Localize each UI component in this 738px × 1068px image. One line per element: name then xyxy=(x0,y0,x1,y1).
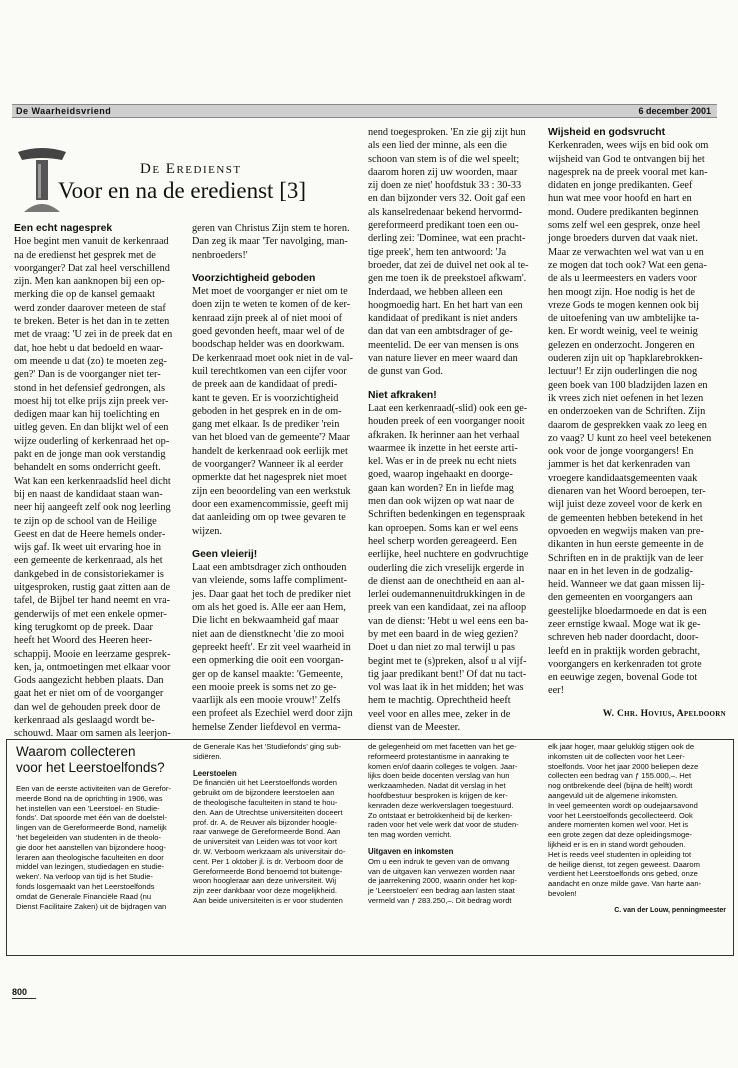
issue-date: 6 december 2001 xyxy=(638,106,711,116)
text-line: kenraad zijn preek al of niet mooi of xyxy=(192,312,343,324)
text-line: kandidaat of predikant is niet anders xyxy=(368,313,518,325)
text-line: verdient het Leerstoelfonds ons gebed, onze xyxy=(548,869,698,879)
text-line: hen moogt zijn. Hoe nodig is het de xyxy=(548,286,695,298)
text-line: geren van Christus Zijn stem te horen. xyxy=(192,223,350,234)
text-line: gaat het er niet om of de voorganger xyxy=(14,688,164,700)
column-text xyxy=(192,561,360,734)
text-line: Dienst Facilitaire Zaken) uit de bijdragen van xyxy=(16,901,167,911)
text-line: daarom horen zij uw woorden, maar xyxy=(368,166,518,178)
text-line: en dan bijzonder vers 32. Ooit gaf een xyxy=(368,193,526,205)
text-line: fonds'. Dat spoorde met één van de doelstel- xyxy=(16,813,167,823)
text-line: wijs gaf. Ik weet uit ervaring hoe in xyxy=(14,542,161,554)
text-line: de gelegenheid om met facetten van het ge- xyxy=(368,742,517,751)
text-line: van de uitgaven kan verwezen worden naar xyxy=(368,866,515,876)
text-line: daarom de gesprekken vaak zo leeg en xyxy=(548,419,707,431)
text-line: schappij. Mooie en leerzame gesprek- xyxy=(14,648,171,660)
author-signature: W. Chr. Hovius, Apeldoorn xyxy=(602,708,726,719)
text-line: dienst van de Meester. xyxy=(368,722,461,734)
text-line: raden voor het vele werk dat voor de studen- xyxy=(368,820,519,830)
text-line: en onderzoeken van de Schriften. Zijn xyxy=(548,406,706,418)
text-line: de dienst aan de onechtheid en aan al- xyxy=(368,575,525,587)
text-line: elk jaar hoger, maar gelukkig stijgen ook de xyxy=(548,742,695,751)
text-line: als kanselredenaar bekend hervormd- xyxy=(368,206,523,218)
text-line: handelt de kerkenraad ook eerlijk met xyxy=(192,445,348,457)
text-line: de als u leermeesters en vaders voor xyxy=(548,273,697,285)
text-line: Om u een indruk te geven van de omvang xyxy=(368,856,510,866)
text-line: hoogmoedig hart. En het hart van een xyxy=(368,299,523,311)
text-line: soms zelf wel een gesprek, onze heel xyxy=(548,220,701,232)
text-line: de uitoefening van uw ambtelijke ta- xyxy=(548,313,700,325)
article-column-4 xyxy=(548,126,726,721)
text-line: gebruikt om de bijzondere leerstoelen aan xyxy=(193,788,335,798)
text-line: Laat een ambtsdrager zich onthouden xyxy=(192,562,347,574)
page-number-rule xyxy=(12,998,36,999)
text-line: heid. Wanneer we dat gaan missen lij- xyxy=(548,579,705,591)
text-line: vol was laat ik in het midden; het was xyxy=(368,682,524,694)
text-line: ik vrees zich niet oefenen in het lezen xyxy=(548,392,704,404)
text-line: afkraken. Ik herinner aan het verhaal xyxy=(368,429,520,441)
text-line: lingen van de Gereformeerde Bond, namelijk xyxy=(16,823,167,833)
text-line: leefd en in praktijk worden gebracht, xyxy=(548,645,701,657)
text-line: voorganger? Dat zal heel verschillend xyxy=(14,262,170,274)
text-line: gepreekt heeft'. Er zit veel waarheid in xyxy=(192,641,351,653)
text-line: 'het begeleiden van studenten in de theolo- xyxy=(16,832,162,842)
masthead xyxy=(12,104,717,118)
text-line: kerkenraad als geslaagd wordt be- xyxy=(14,714,155,726)
text-line: jammer is het dat kerkenraden van xyxy=(548,459,691,471)
text-line: neer hij aangeeft zelf ook nog leerling xyxy=(14,502,171,514)
text-line: naar en in het leven in de godzalig- xyxy=(548,565,693,577)
text-line: Aan beide universiteiten is er voor studenten xyxy=(193,895,343,905)
text-line: goed gevonden heeft, maar wel of de xyxy=(192,326,345,338)
column-text xyxy=(368,857,544,906)
text-line: ook voor de jonge voorgangers! En xyxy=(548,446,694,458)
text-line: waarmee ik inzette in het eerste arti- xyxy=(368,442,518,454)
text-line: gelezen en onderzocht. Jongeren en xyxy=(548,339,695,351)
text-line: schoon van stem is of die wel speelt; xyxy=(368,153,520,165)
text-line: men dan ook wijzen op wat naar de xyxy=(368,496,515,508)
text-line: van vleiende, soms laffe compliment- xyxy=(192,575,348,587)
text-line: nenbroeders!' xyxy=(192,249,248,261)
text-line: gaan kan worden? En in liefde mag xyxy=(368,482,514,494)
text-line: reformeerd protestantisme in aanraking te xyxy=(368,751,509,761)
text-line: kenraden deze werkverslagen toegestuurd. xyxy=(368,800,514,810)
section-heading: Een echt nagesprek xyxy=(14,223,113,234)
text-line: ken. Er wordt weinig, veel te weinig xyxy=(548,326,698,338)
text-line: ouderen zijn uit op 'hapklarebrokken- xyxy=(548,353,703,365)
text-line: didaten en jonge predikanten. Geef xyxy=(548,180,693,192)
text-line: van de dienst: 'Hebt u wel eens een ba- xyxy=(368,615,529,627)
text-line: Maar ze verwachten wel wat van u en xyxy=(548,246,704,258)
text-line: hemelse Zender liefdevol en verma- xyxy=(192,721,341,733)
text-line: vermeld van ƒ 283.250,–. Dit bedrag wordt xyxy=(368,895,512,905)
text-line: gereformeerd predikant toen een ou- xyxy=(368,220,519,232)
text-line: omdat de Generale Financiële Raad (nu xyxy=(16,891,152,901)
text-line: een mooie preek is soms net zo ge- xyxy=(192,681,337,693)
text-line: van nature liever en meer waard dan xyxy=(368,353,518,365)
text-line: een profeet als Ezechiel werd door zijn xyxy=(192,708,353,720)
text-line: de gemeenten hebben betekend in het xyxy=(548,512,703,524)
text-line: kuil terechtkomen van een cijfer voor xyxy=(192,365,347,377)
text-line: te breken. Beter is het dan in te zetten xyxy=(14,316,170,328)
text-line: boodschap helder was en doorkwam. xyxy=(192,339,345,351)
text-line: komen en/of daarin colleges te volgen. Jaar- xyxy=(368,761,518,771)
text-line: ze mogen dat toch ook? Wat een gena- xyxy=(548,259,707,271)
text-line: werkzaamheden. Nadat dit verslag in het xyxy=(368,781,506,791)
text-line: derling zei: 'Dominee, wat een pracht- xyxy=(368,233,526,245)
text-line: preek van een kandidaat, zei na afloop xyxy=(368,602,527,614)
text-line: wijsheid van God te ontvangen bij het xyxy=(548,153,705,165)
box-column-2 xyxy=(193,742,363,906)
text-line: geen boek van 100 bladzijden lazen en xyxy=(548,379,708,391)
text-line: lijks doen beide docenten verslag van hun xyxy=(368,771,510,781)
column-text xyxy=(548,742,726,899)
text-line: Doet u dan niet zo mal terwijl u pas xyxy=(368,642,515,654)
text-line: jonge broeders durven dat vaak niet. xyxy=(548,233,698,245)
column-text xyxy=(368,742,544,840)
text-line: weken'. Na verloop van tijd is het Studie- xyxy=(16,872,153,882)
text-line: merking die op de kansel gemaakt xyxy=(14,289,155,301)
text-line: Met moet de voorganger er niet om te xyxy=(192,286,348,298)
text-line: je 'Leerstoelen' een bedrag aan lasten staat xyxy=(368,886,515,896)
article-title: Voor en na de eredienst [3] xyxy=(58,178,307,203)
text-line: kel. Was er in de preek nu echt niets xyxy=(368,456,517,468)
text-line: gie door het aanstellen van bijzondere hoog- xyxy=(16,842,166,852)
text-line: Gods aangezicht hebben plaats. Dan xyxy=(14,675,164,687)
text-line: Schriften en in de praktijk van de leer xyxy=(548,552,704,564)
text-line: veel voor en alles mee, zeker in de xyxy=(368,708,511,720)
text-line: king terugkomt op de preek. Daar xyxy=(14,621,153,633)
text-line: bij en naast de kandidaat staan wan- xyxy=(14,488,163,500)
text-line: lectuur'! Er zijn ouderlingen die nog xyxy=(548,366,698,378)
text-line: zijn een beoordeling van een werkstuk xyxy=(192,485,351,497)
text-line: de heilige dienst, tot zegen geweest. Daarom xyxy=(548,859,700,869)
text-line: lijkheid er is en in stand wordt gehouden. xyxy=(548,839,686,849)
text-line: pakt en de jonge man ook verstandig xyxy=(14,449,166,461)
section-heading: Uitgaven en inkomsten xyxy=(368,846,454,856)
text-line: gen?' Dan is de voorganger niet ter- xyxy=(14,369,161,381)
box-title: Waarom collecteren voor het Leerstoelfonds? xyxy=(16,744,165,775)
text-line: ten mag worden verricht. xyxy=(368,830,452,840)
text-line: Het is reeds veel studenten in opleiding tot xyxy=(548,849,692,859)
text-line: opmerkte dat het nagesprek niet moet xyxy=(192,472,347,484)
text-line: hem te machtig. Oprechtheid heeft xyxy=(368,695,511,707)
text-line: van het bloed van de gemeente'? Maar xyxy=(192,432,350,444)
text-line: fonds losgemaakt van het Leerstoelfonds xyxy=(16,881,155,891)
column-text xyxy=(14,235,190,740)
text-line: heeft het Woord des Heeren heer- xyxy=(14,635,153,647)
text-line: vroegere kandidaatsgemeenten vaak xyxy=(548,472,698,484)
text-line: de Generale Kas het 'Studiefonds' ging sub- xyxy=(193,742,342,751)
column-text xyxy=(192,222,360,262)
text-line: kan oproepen. Soms kan er wel eens xyxy=(368,522,519,534)
text-line: nagesprek na de preek vooral met kan- xyxy=(548,166,708,178)
text-line: Inderdaad, we hebben alleen een xyxy=(368,286,503,298)
column-text xyxy=(192,285,360,538)
text-line: met de vraag: 'U zei in de preek dat en xyxy=(14,329,173,341)
text-line: een gemeente de kerkenraad, als het xyxy=(14,555,163,567)
text-line: uitgesproken, rustig gaat zitten aan de xyxy=(14,582,171,594)
text-line: de jaarrekening 2000, waarin onder het kop- xyxy=(368,876,518,886)
box-column-1 xyxy=(16,784,190,911)
text-line: begint met te (s)preken, alsof u al vijf- xyxy=(368,655,527,667)
text-line: sidiëren. xyxy=(193,751,222,761)
section-heading: Geen vleierij! xyxy=(192,548,258,560)
box-signature: C. van der Louw, penningmeester xyxy=(614,906,726,914)
publication-name: De Waarheidsvriend xyxy=(16,106,112,116)
text-line: genderwijs of met een enkele opmer- xyxy=(14,608,167,620)
text-line: vaarlijk als een mooie vrouw!' Zelfs xyxy=(192,695,341,707)
text-line: dat, hoe hebt u dat bedoeld en waar- xyxy=(14,342,164,354)
text-line: In veel gemeenten wordt op oudejaarsavond xyxy=(548,800,698,810)
text-line: en eeuwige zegen, bovenal Gode tot xyxy=(548,672,698,684)
article-column-1 xyxy=(14,222,190,741)
text-line: inkomsten uit de collecten voor het Leer- xyxy=(548,751,685,761)
text-line: de universiteit van Leiden was tot voor kort xyxy=(193,837,337,847)
text-line: Dan zeg ik maar 'Ter navolging, man- xyxy=(192,236,348,248)
text-line: Kerkenraden, wees wijs en bid ook om xyxy=(548,140,709,152)
column-text xyxy=(16,784,190,911)
text-line: tig jaar predikant bent!' Of dat nu tact- xyxy=(368,668,527,680)
column-text xyxy=(193,742,363,762)
text-line: leraren aan theologische faculteiten en door xyxy=(16,852,164,862)
text-line: middel van lezingen, studiedagen en studie- xyxy=(16,862,165,872)
text-line: den gemeenten en voorgangers aan xyxy=(548,592,693,604)
text-line: de gunst van God. xyxy=(368,366,443,378)
text-line: zijn zeer dankbaar voor deze mogelijkheid. xyxy=(193,886,337,896)
text-line: zij doen ze niet' hoofdstuk 33 : 30-33 xyxy=(368,180,522,192)
text-line: eerlijke, heel nuchtere en godvruchtige xyxy=(368,549,529,561)
column-text xyxy=(368,402,544,734)
text-line: lerlei oudemannenuitdrukkingen in de xyxy=(368,589,525,601)
text-line: gen me toen ik de preekstoel afkwam'. xyxy=(368,273,527,285)
text-line: de theologische faculteiten in stand te hou- xyxy=(193,797,338,807)
text-line: geestelijke bloedarmoede en dat is een xyxy=(548,605,707,617)
text-line: de preek aan de kandidaat of predi- xyxy=(192,379,338,391)
text-line: stond in het defensief gedrongen, als xyxy=(14,382,165,394)
text-line: prof. dr. A. de Reuver als bijzonder hoogle- xyxy=(193,817,337,827)
text-line: behandelt en soms onderricht geeft. xyxy=(14,462,161,474)
column-text xyxy=(368,126,544,379)
section-heading: Wijsheid en godsvrucht xyxy=(548,127,666,138)
text-line: geboden in het gesprek en in de om- xyxy=(192,405,342,417)
text-line: Die licht en bekwaamheid gaf maar xyxy=(192,615,339,627)
section-heading: Niet afkraken! xyxy=(368,389,437,401)
text-line: goed, waarop ingehaakt en doorge- xyxy=(368,469,513,481)
text-line: aandacht en onze milde gave. Van harte aan- xyxy=(548,879,702,889)
text-line: dr. W. Verboom werkzaam als universitair do- xyxy=(193,846,346,856)
text-line: De kerkenraad moet ook niet in de val- xyxy=(192,352,353,364)
text-line: ken, ja, ontmoetingen met elkaar voor xyxy=(14,661,171,673)
text-line: hun wat mee voor hoofd en hart en xyxy=(548,193,692,205)
column-text xyxy=(548,139,726,697)
text-line: by met een baard in de wieg gezien? xyxy=(368,628,519,640)
text-line: doen zijn te weten te komen of de ker- xyxy=(192,299,351,311)
column-text xyxy=(193,778,363,905)
article-column-2 xyxy=(192,222,360,734)
article-column-3 xyxy=(368,126,544,734)
text-line: nend toegesproken. 'En zie gij zijt hun xyxy=(368,127,526,138)
text-line: andere momenten komen wel voor. Het is xyxy=(548,820,689,830)
text-line: zo vaag? U kunt zo heel veel betekenen xyxy=(548,432,712,444)
text-line: meentelid. De eer van mensen is ons xyxy=(368,339,519,351)
text-line: cent. Per 1 oktober jl. is dr. Verboom door de xyxy=(193,856,344,866)
text-line: Gereformeerde Bond benoemd tot buitenge- xyxy=(193,866,343,876)
text-line: wijl juist deze zoveel voor de kerk en xyxy=(548,499,703,511)
text-line: Wat kan een kerkenraadslid heel dicht xyxy=(14,475,171,487)
text-line: te zijn op de school van de Heilige xyxy=(14,515,157,527)
text-line: vreze Gods te mogen kennen ook bij xyxy=(548,299,699,311)
text-line: De financiën uit het Leerstoelfonds worden xyxy=(193,778,337,788)
text-line: woon hoogleraar aan deze universiteit. Wij xyxy=(193,876,337,886)
text-line: werd zonder daarover meteen de staf xyxy=(14,302,166,314)
text-line: heel scherp worden gereageerd. Een xyxy=(368,535,517,547)
text-line: mond. Oudere predikanten beginnen xyxy=(548,206,699,218)
text-line: voor het Leerstoelfonds gecollecteerd. Ook xyxy=(548,810,693,820)
text-line: eer! xyxy=(548,685,564,697)
text-line: schreven heb nader doordacht, door- xyxy=(548,632,699,644)
text-line: Laat een kerkenraad(-slid) ook een ge- xyxy=(368,402,528,414)
box-column-3 xyxy=(368,742,544,906)
page-number: 800 xyxy=(12,987,28,997)
text-line: Geest en dat de Heere hemels onder- xyxy=(14,528,166,540)
text-line: dikanten in hun eerste gemeente in de xyxy=(548,539,704,551)
text-line: hoofdbestuur besproken is krijgen de ker- xyxy=(368,790,508,800)
text-line: uitleg geven. En dan blijkt wel of een xyxy=(14,422,169,434)
text-line: de voorganger? Wanneer ik al eerder xyxy=(192,459,344,471)
text-line: voorgangers en kerkenraden tot grote xyxy=(548,658,702,670)
text-line: door een examencommissie, geeft mij xyxy=(192,498,349,510)
article-kicker: De Eredienst xyxy=(140,161,242,177)
text-line: kant te geven. Er is voorzichtigheid xyxy=(192,392,339,404)
text-line: als een lied der minne, als een die xyxy=(368,140,507,152)
text-line: broeder, dat zei de duivel net ook al te- xyxy=(368,259,529,271)
text-line: Zo ontstaat er betrokkenheid bij de kerken- xyxy=(368,810,513,820)
text-line: het instellen van een 'Leerstoel- en Studie- xyxy=(16,803,160,813)
text-line: dedigen maar kan hij toelichting en xyxy=(14,409,160,421)
text-line: om als het goed is. Alle eer aan Hem, xyxy=(192,602,346,614)
text-line: dankgebed in de consistoriekamer is xyxy=(14,568,164,580)
text-line: dat aanleiding om op twee gevaren te xyxy=(192,512,346,524)
text-line: Hoe begint men vanuit de kerkenraad xyxy=(14,236,169,248)
text-line: nog ontbrekende deel (bijna de helft) wordt xyxy=(548,781,693,791)
text-line: opvoeden en wegwijs maken van pre- xyxy=(548,525,704,537)
text-line: ouderling die zich vreselijk ergerde in xyxy=(368,562,525,574)
text-line: ger op de kansel maakte: 'Gemeente, xyxy=(192,668,344,680)
text-line: jes. Daar gaat het toch de prediker niet xyxy=(192,588,351,600)
text-line: dienaren van het Woord beroepen, ter- xyxy=(548,486,706,498)
text-line: na de eredienst het gesprek met de xyxy=(14,249,156,261)
text-line: zeer ernstige kwaal. Moge wat ik ge- xyxy=(548,618,701,630)
text-line: Schriften bedenkingen en tegenspraak xyxy=(368,509,525,521)
text-line: om meende u dat (zo) te moeten zeg- xyxy=(14,355,167,367)
text-line: wijzen. xyxy=(192,525,223,537)
text-line: een grote zegen dat deze opleidingsmoge- xyxy=(548,830,692,840)
section-heading: Leerstoelen xyxy=(193,768,237,778)
text-line: dan dat van een ambtsdrager of ge- xyxy=(368,326,513,338)
text-line: collecten een bedrag van ƒ 155.000,–. Het xyxy=(548,771,692,781)
text-line: raar vanwege de Gereformeerde Bond. Aan xyxy=(193,827,341,837)
text-line: Een van de eerste activiteiten van de Gerefor- xyxy=(16,784,171,793)
text-line: schouwd. Maar om samen als leerjon- xyxy=(14,728,171,740)
text-line: stoelfonds. Voor het jaar 2000 beliepen deze xyxy=(548,761,699,771)
text-line: zijn. Men kan aanknopen bij een op- xyxy=(14,276,165,288)
text-line: niet aan de dienstknecht 'die zo mooi xyxy=(192,628,345,640)
text-line: een opmerking die ooit een voorgan- xyxy=(192,655,344,667)
text-line: aangevuld uit de algemene inkomsten. xyxy=(548,790,679,800)
text-line: den. Aan de Utrechtse universiteiten doceert xyxy=(193,807,343,817)
text-line: meerde Bond na de oprichting in 1906, was xyxy=(16,793,163,803)
text-line: dan wel de gehouden preek door de xyxy=(14,701,161,713)
text-line: gang met elkaar. Is de prediker 'rein xyxy=(192,419,340,431)
box-column-4 xyxy=(548,742,726,916)
text-line: tige preek', hem ten antwoord: 'Ja xyxy=(368,246,507,258)
text-line: wijze ouderling of kerkenraad het op- xyxy=(14,435,170,447)
text-line: moest hij tot elke prijs zijn preek ver- xyxy=(14,395,169,407)
section-heading: Voorzichtigheid geboden xyxy=(192,272,316,284)
text-line: houden preek of een voorganger nooit xyxy=(368,416,525,428)
text-line: bevolen! xyxy=(548,888,577,898)
text-line: tafel, de Bijbel ter hand neemt en vra- xyxy=(14,595,171,607)
